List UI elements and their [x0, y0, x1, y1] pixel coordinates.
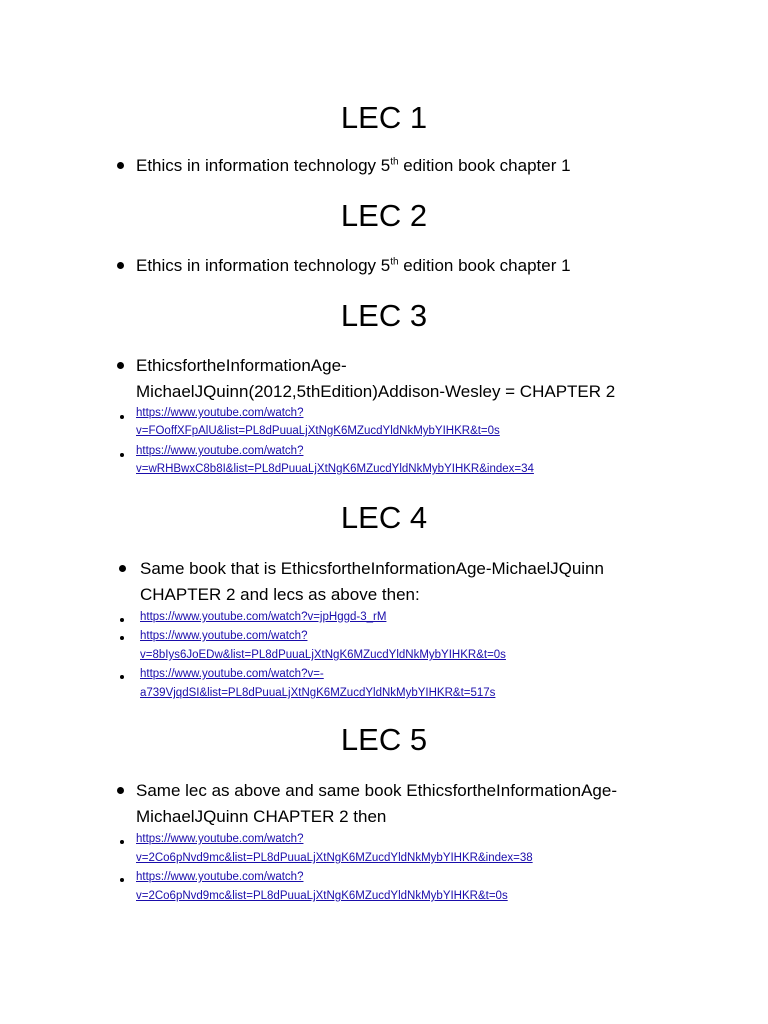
bullet-icon: [117, 787, 124, 794]
bullet-text-rest: edition book chapter 1: [398, 256, 571, 275]
lec-5-link-1-line1[interactable]: https://www.youtube.com/watch?: [136, 833, 304, 845]
bullet-icon: [117, 362, 124, 369]
lec-2-bullet: [136, 253, 571, 279]
lec-3-link-1-line2[interactable]: v=FOoffXFpAlU&list=PL8dPuuaLjXtNgK6MZucdYldNkMybYIHKR&t=0s: [136, 425, 500, 437]
link-bullet-icon: [120, 840, 124, 844]
link-bullet-icon: [120, 618, 124, 622]
link-bullet-icon: [120, 878, 124, 882]
link-bullet-icon: [120, 453, 124, 457]
lec-5-link-2-line1[interactable]: https://www.youtube.com/watch?: [136, 871, 304, 883]
link-bullet-icon: [120, 675, 124, 679]
lec-3-link-1-line1[interactable]: https://www.youtube.com/watch?: [136, 407, 304, 419]
lec-1-bullet: [136, 153, 571, 179]
lec-5-bullet-line1: Same lec as above and same book EthicsfortheInformationAge-: [136, 781, 617, 800]
bullet-text-main: Ethics in information technology 5: [136, 256, 391, 275]
lec-4-heading: LEC 4: [340, 500, 428, 535]
lec-4-link-1[interactable]: https://www.youtube.com/watch?v=jpHggd-3_rM: [140, 611, 387, 623]
superscript: th: [390, 156, 399, 168]
lec-5-bullet-line2: MichaelJQuinn CHAPTER 2 then: [136, 807, 387, 826]
lec-3-bullet-line1: EthicsfortheInformationAge-: [136, 356, 347, 375]
superscript: th: [390, 256, 399, 268]
lec-2-heading: LEC 2: [340, 198, 428, 233]
bullet-text-main: Ethics in information technology 5: [136, 156, 391, 175]
link-bullet-icon: [120, 415, 124, 419]
link-bullet-icon: [120, 636, 124, 640]
lec-4-bullet-line2: CHAPTER 2 and lecs as above then:: [140, 585, 420, 604]
bullet-icon: [119, 565, 126, 572]
bullet-text-rest: edition book chapter 1: [398, 156, 571, 175]
lec-3-bullet-line2: MichaelJQuinn(2012,5thEdition)Addison-Wesley = CHAPTER 2: [136, 382, 616, 401]
lec-3-link-2-line2[interactable]: v=wRHBwxC8b8I&list=PL8dPuuaLjXtNgK6MZucdYldNkMybYIHKR&index=34: [136, 463, 534, 475]
lec-1-heading: LEC 1: [340, 100, 428, 135]
lec-3-heading: LEC 3: [340, 298, 428, 333]
lec-5-heading: LEC 5: [340, 722, 428, 757]
lec-5-link-1-line2[interactable]: v=2Co6pNvd9mc&list=PL8dPuuaLjXtNgK6MZucdYldNkMybYIHKR&index=38: [136, 852, 533, 864]
bullet-icon: [117, 162, 124, 169]
lec-4-link-3-line1[interactable]: https://www.youtube.com/watch?v=-: [140, 668, 324, 680]
lec-4-link-2-line1[interactable]: https://www.youtube.com/watch?: [140, 630, 308, 642]
lec-5-link-2-line2[interactable]: v=2Co6pNvd9mc&list=PL8dPuuaLjXtNgK6MZucdYldNkMybYIHKR&t=0s: [136, 890, 508, 902]
bullet-icon: [117, 262, 124, 269]
lec-4-link-3-line2[interactable]: a739VjqdSI&list=PL8dPuuaLjXtNgK6MZucdYldNkMybYIHKR&t=517s: [140, 687, 496, 699]
lec-4-bullet-line1: Same book that is EthicsfortheInformationAge-MichaelJQuinn: [140, 559, 604, 578]
lec-4-link-2-line2[interactable]: v=8bIys6JoEDw&list=PL8dPuuaLjXtNgK6MZucdYldNkMybYIHKR&t=0s: [140, 649, 506, 661]
lec-3-link-2-line1[interactable]: https://www.youtube.com/watch?: [136, 445, 304, 457]
